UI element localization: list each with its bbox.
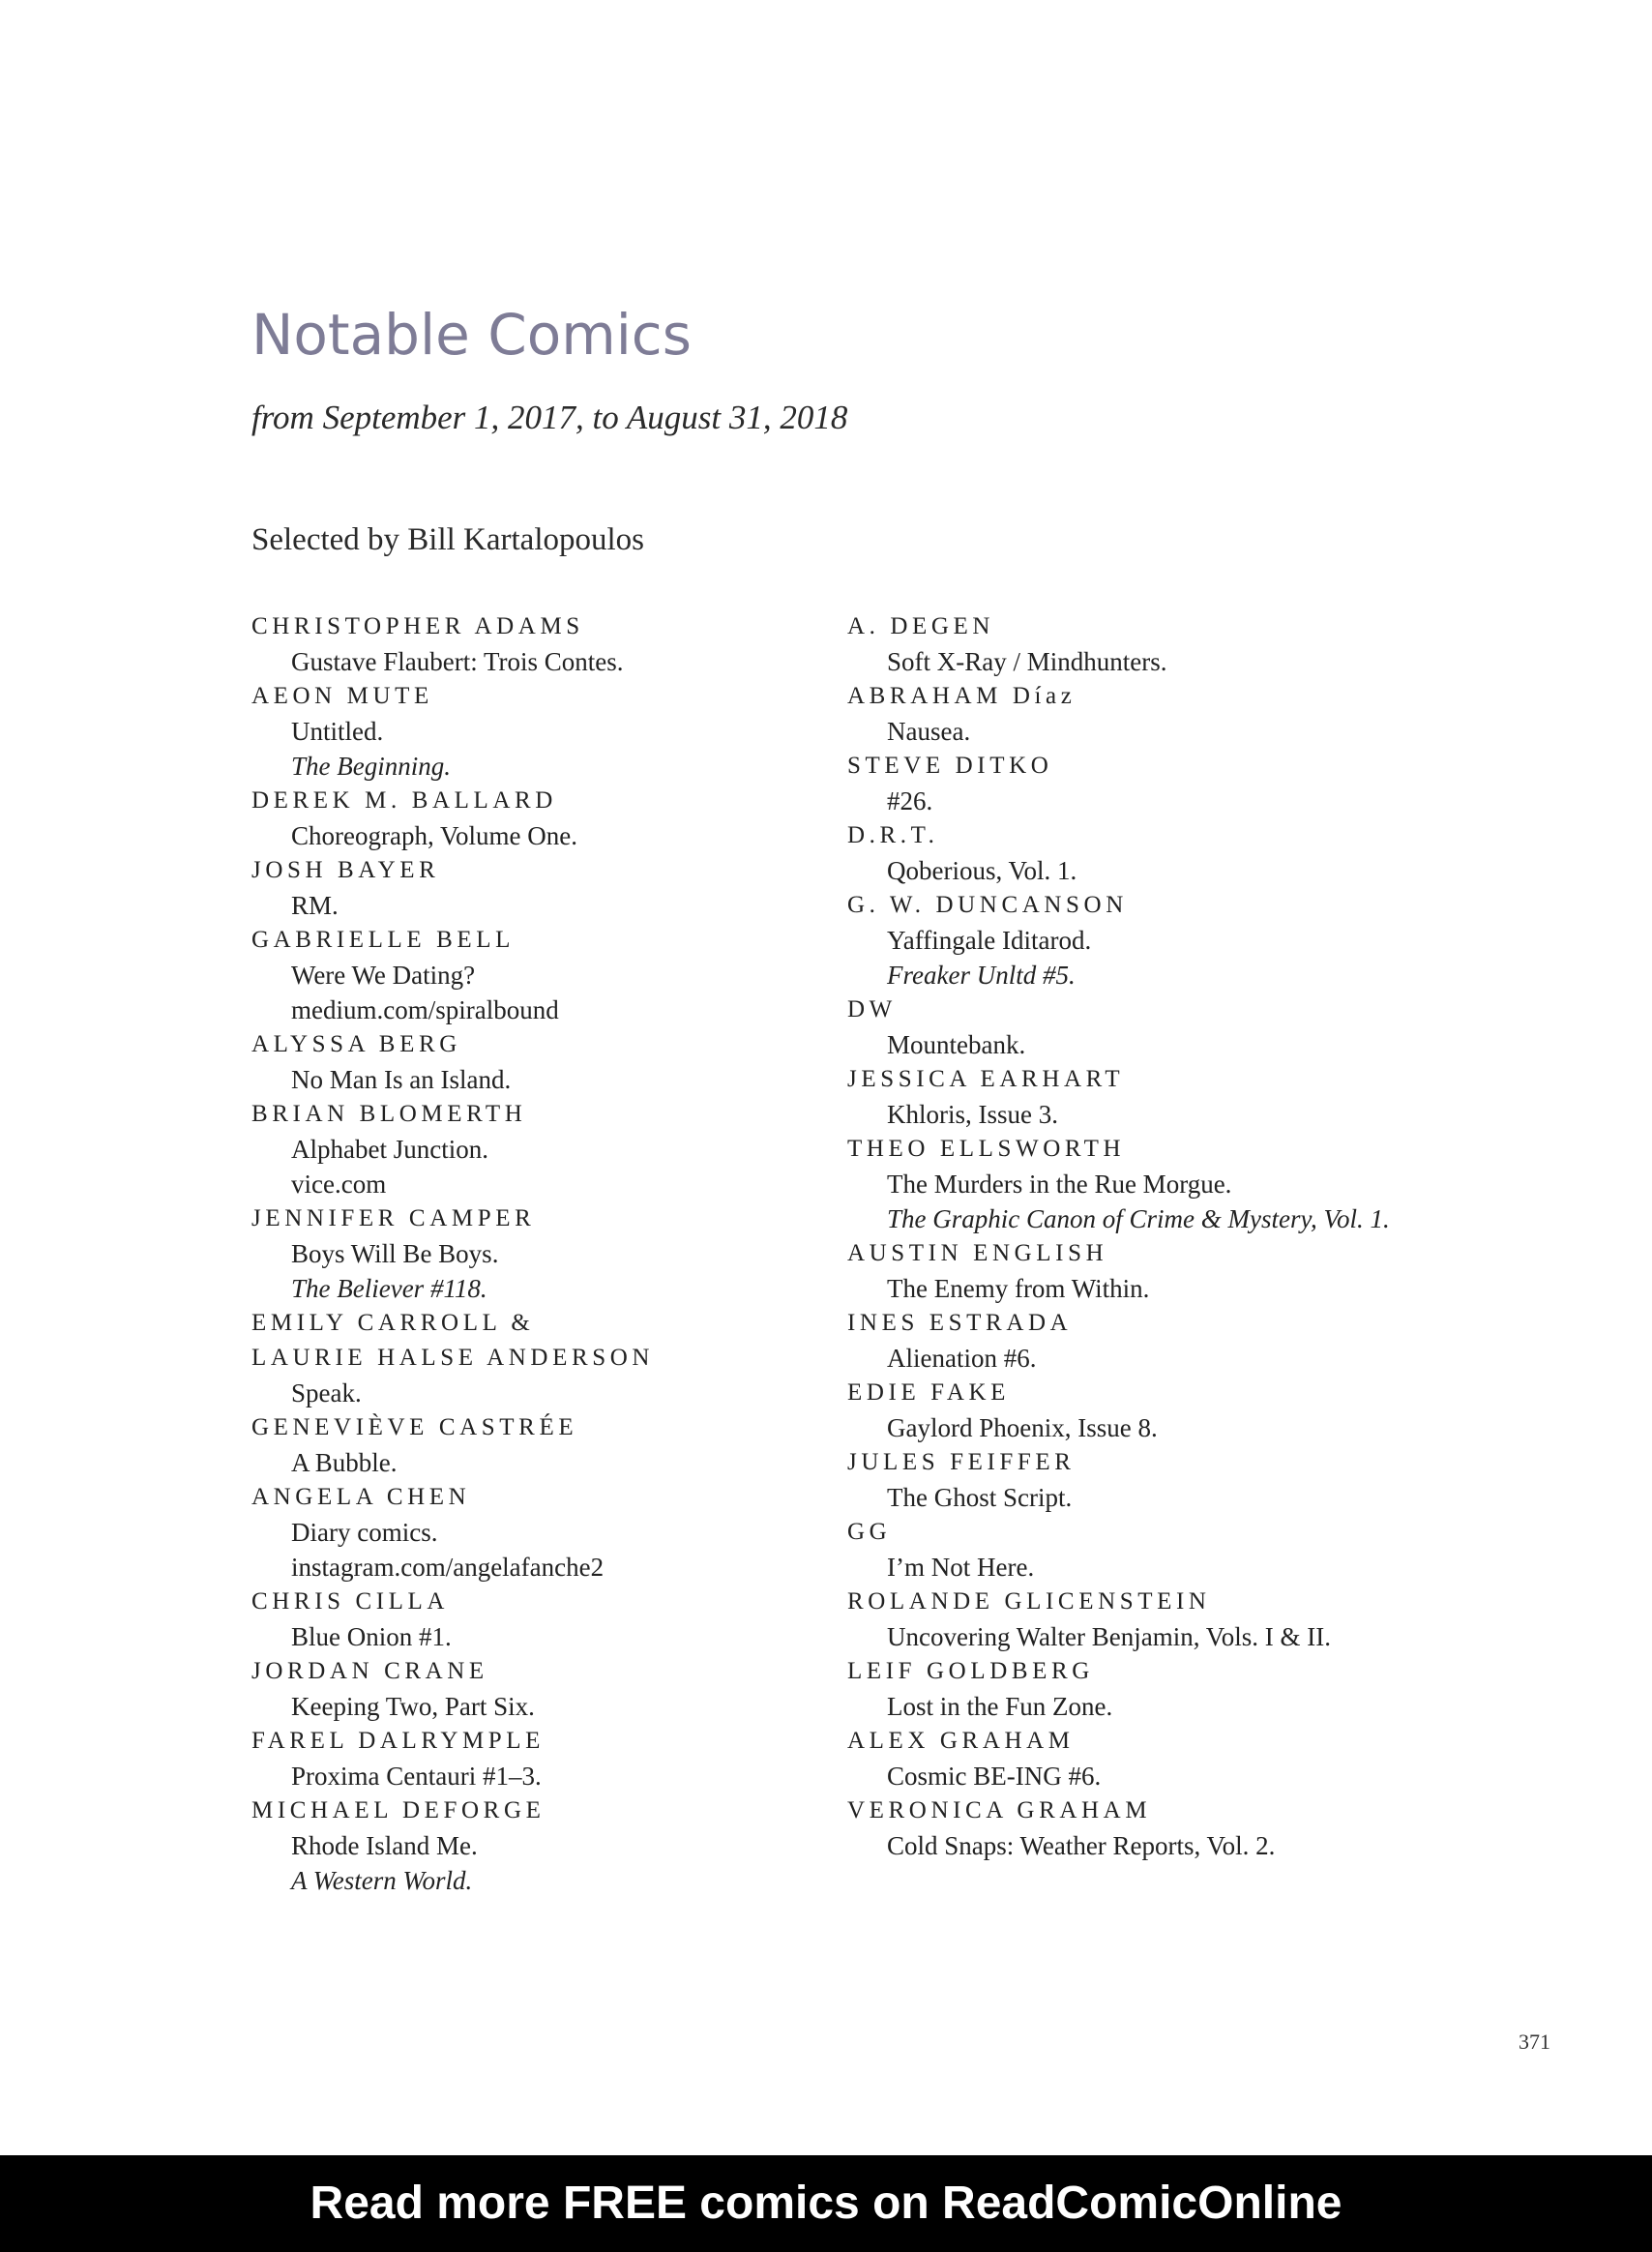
artist-name: ROLANDE GLICENSTEIN [847,1588,1211,1615]
artist-name: ALEX GRAHAM [847,1728,1075,1754]
right-column-list [847,609,1428,1863]
work-title: Untitled. [291,717,384,746]
artist-name: DEREK M. BALLARD [251,787,557,814]
work-title: Alphabet Junction. [291,1135,488,1164]
work-title: Cold Snaps: Weather Reports, Vol. 2. [887,1831,1276,1860]
work-title: A Western World. [291,1866,473,1895]
work-title: The Enemy from Within. [887,1274,1150,1303]
comic-entry [251,1097,832,1201]
comic-entry [847,1376,1428,1445]
comic-entry [847,1724,1428,1793]
comic-entry [251,923,832,1027]
comic-entry [251,1793,832,1898]
artist-name: THEO ELLSWORTH [847,1136,1126,1162]
page-title: Notable Comics [251,302,692,368]
work-title: Choreograph, Volume One. [291,821,577,850]
work-title: vice.com [291,1170,387,1199]
artist-name: EDIE FAKE [847,1379,1010,1406]
comic-entry [847,1306,1428,1376]
work-title: Were We Dating? [291,961,476,990]
comic-entry [251,1654,832,1724]
page-number: 371 [1519,2030,1550,2054]
artist-name: AEON MUTE [251,683,433,709]
comic-entry [847,1062,1428,1132]
artist-name: GABRIELLE BELL [251,927,516,953]
comic-entry [847,749,1428,818]
work-title: Gaylord Phoenix, Issue 8. [887,1413,1158,1442]
work-title: The Graphic Canon of Crime & Mystery, Vol. 1. [887,1204,1390,1233]
work-title: Alienation #6. [887,1344,1037,1373]
artist-name: LEIF GOLDBERG [847,1658,1094,1684]
work-title: Keeping Two, Part Six. [291,1692,535,1721]
comic-entry [847,993,1428,1062]
comic-entry [251,1585,832,1654]
work-title: I’m Not Here. [887,1553,1035,1582]
work-title: Yaffingale Iditarod. [887,926,1092,955]
work-title: Lost in the Fun Zone. [887,1692,1113,1721]
work-title: Rhode Island Me. [291,1831,478,1860]
artist-name: GG [847,1519,892,1545]
artist-name: AUSTIN ENGLISH [847,1240,1108,1266]
artist-name: MICHAEL DEFORGE [251,1797,546,1823]
work-title: Soft X-Ray / Mindhunters. [887,647,1167,676]
work-title: Gustave Flaubert: Trois Contes. [291,647,624,676]
work-title: The Murders in the Rue Morgue. [887,1170,1232,1199]
work-title: The Beginning. [291,752,451,781]
work-title: Nausea. [887,717,971,746]
artist-name: JORDAN CRANE [251,1658,488,1684]
work-title: Mountebank. [887,1030,1026,1059]
artist-name: VERONICA GRAHAM [847,1797,1152,1823]
comic-entry [847,1236,1428,1306]
comic-entry [251,1480,832,1585]
work-title: Uncovering Walter Benjamin, Vols. I & II. [887,1622,1331,1651]
artist-name: ANGELA CHEN [251,1484,471,1510]
artist-name: BRIAN BLOMERTH [251,1101,527,1127]
work-title: Qoberious, Vol. 1. [887,856,1077,885]
work-title: The Ghost Script. [887,1483,1073,1512]
work-title: Freaker Unltd #5. [887,961,1076,990]
work-title: The Believer #118. [291,1274,487,1303]
comic-entry [251,853,832,923]
artist-name: ABRAHAM Díaz [847,683,1077,709]
comic-entry [251,1410,832,1480]
comic-entry [847,818,1428,888]
work-title: instagram.com/angelafanche2 [291,1553,605,1582]
comic-entry [251,1201,832,1306]
artist-name: STEVE DITKO [847,753,1053,779]
comic-entry [847,1445,1428,1515]
artist-name: CHRISTOPHER ADAMS [251,613,584,639]
artist-name: D.R.T. [847,822,939,848]
artist-name: JESSICA EARHART [847,1066,1125,1092]
comic-entry [251,679,832,784]
work-title: #26. [887,786,933,815]
work-title: medium.com/spiralbound [291,995,559,1024]
artist-name: G. W. DUNCANSON [847,892,1128,918]
comic-entry [251,1341,832,1410]
artist-name: LAURIE HALSE ANDERSON [251,1345,655,1371]
artist-name: EMILY CARROLL & [251,1310,535,1336]
work-title: Boys Will Be Boys. [291,1239,499,1268]
comic-entry [847,1654,1428,1724]
comic-entry [251,784,832,853]
work-title: Diary comics. [291,1518,438,1547]
comic-entry [847,679,1428,749]
work-title: RM. [291,891,339,920]
work-title: A Bubble. [291,1448,398,1477]
comic-entry [847,1793,1428,1863]
date-range-subtitle: from September 1, 2017, to August 31, 2018 [251,399,848,436]
work-title: Khloris, Issue 3. [887,1100,1058,1129]
artist-name: INES ESTRADA [847,1310,1073,1336]
work-title: No Man Is an Island. [291,1065,512,1094]
artist-name: JENNIFER CAMPER [251,1205,536,1231]
comic-entry [251,609,832,679]
artist-name: JOSH BAYER [251,857,440,883]
work-title: Proxima Centauri #1–3. [291,1762,542,1791]
comic-entry [251,1027,832,1097]
comic-entry [847,1585,1428,1654]
comic-entry [847,1132,1428,1236]
comic-entry [847,1515,1428,1585]
promo-banner[interactable]: Read more FREE comics on ReadComicOnline [0,2155,1652,2252]
artist-name: CHRIS CILLA [251,1588,450,1615]
comic-entry [251,1306,832,1341]
artist-name: DW [847,996,897,1022]
comic-entry [251,1724,832,1793]
left-column-list [251,609,832,1898]
artist-name: GENEVIÈVE CASTRÉE [251,1414,578,1440]
comic-entry [847,609,1428,679]
artist-name: FAREL DALRYMPLE [251,1728,546,1754]
selected-by-line: Selected by Bill Kartalopoulos [251,522,645,557]
work-title: Cosmic BE-ING #6. [887,1762,1102,1791]
artist-name: A. DEGEN [847,613,995,639]
artist-name: ALYSSA BERG [251,1031,461,1057]
work-title: Speak. [291,1378,362,1408]
comic-entry [847,888,1428,993]
artist-name: JULES FEIFFER [847,1449,1076,1475]
work-title: Blue Onion #1. [291,1622,452,1651]
